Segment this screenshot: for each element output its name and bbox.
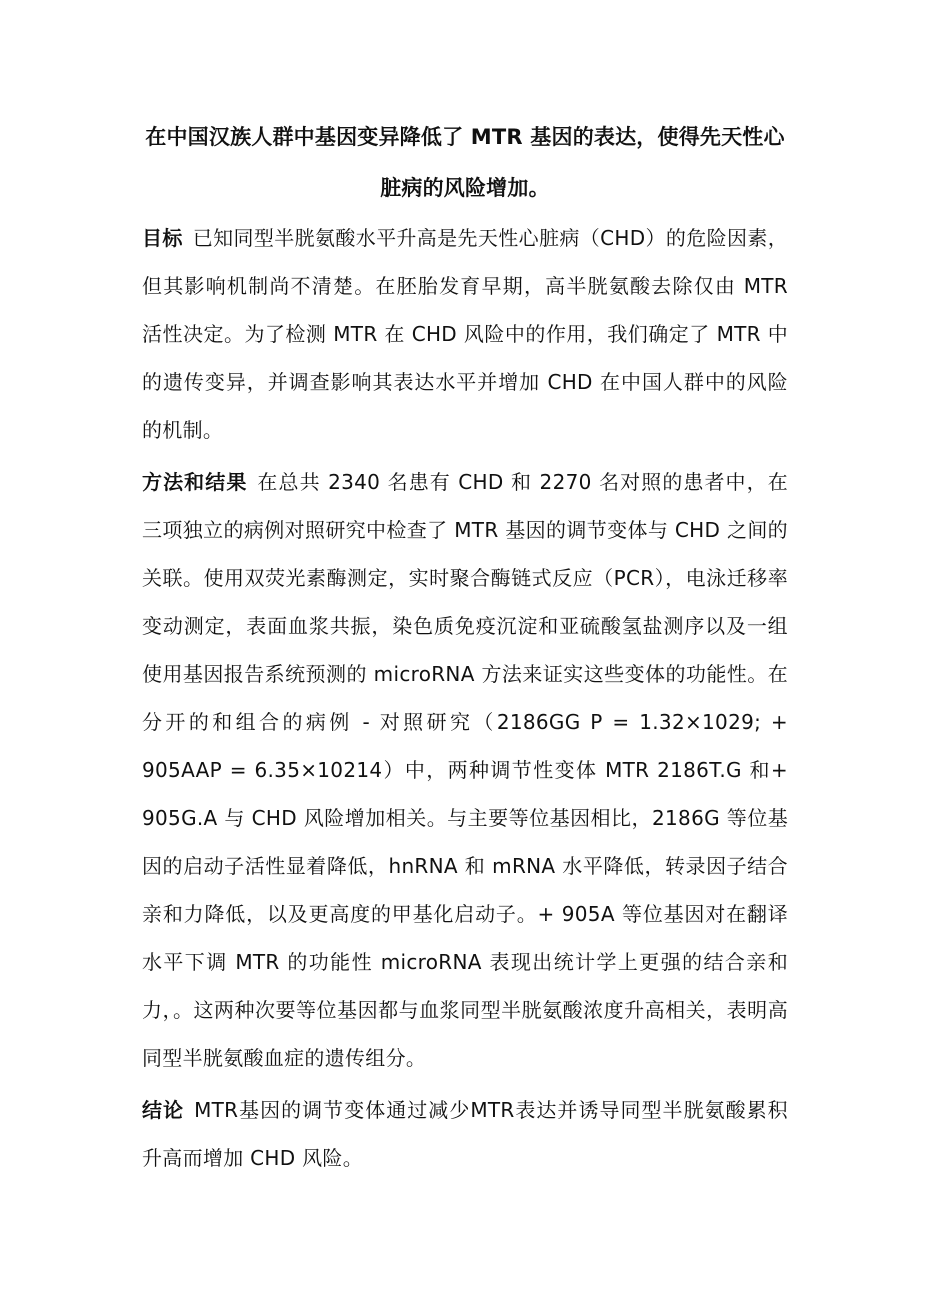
objective-paragraph xyxy=(142,214,788,454)
objective-label: 目标 xyxy=(142,226,183,250)
conclusion-label: 结论 xyxy=(142,1098,185,1122)
document-page xyxy=(142,112,788,1186)
conclusion-text: MTR基因的调节变体通过减少MTR表达并诱导同型半胱氨酸累积升高而增加 CHD 风险。 xyxy=(142,1098,788,1170)
methods-results-paragraph xyxy=(142,458,788,1082)
objective-text: 已知同型半胱氨酸水平升高是先天性心脏病（CHD）的危险因素，但其影响机制尚不清楚。在胚胎发育早期，高半胱氨酸去除仅由 MTR 活性决定。为了检测 MTR 在 CHD 风险中的作用，我们确定了 MTR 中的遗传变异，并调查影响其表达水平并增加 CHD 在中国人群中的风险的机制。 xyxy=(142,226,789,442)
methods-results-label: 方法和结果 xyxy=(142,470,248,494)
conclusion-paragraph xyxy=(142,1086,788,1182)
methods-results-text: 在总共 2340 名患有 CHD 和 2270 名对照的患者中，在三项独立的病例对照研究中检查了 MTR 基因的调节变体与 CHD 之间的关联。使用双荧光素酶测定，实时聚合酶链式反应（PCR），电泳迁移率变动测定，表面血浆共振，染色质免疫沉淀和亚硫酸氢盐测序以及一组使用基因报告系统预测的 microRNA 方法来证实这些变体的功能性。在分开的和组合的病例 - 对照研究（2186GG P = 1.32×1029; + 905AAP = 6.35×10214）中，两种调节性变体 MTR 2186T.G 和+ 905G.A 与 CHD 风险增加相关。与主要等位基因相比，2186G 等位基因的启动子活性显着降低，hnRNA 和 mRNA 水平降低，转录因子结合亲和力降低，以及更高度的甲基化启动子。+ 905A 等位基因对在翻译水平下调 MTR 的功能性 microRNA 表现出统计学上更强的结合亲和力，。这两种次要等位基因都与血浆同型半胱氨酸浓度升高相关，表明高同型半胱氨酸血症的遗传组分。 xyxy=(142,470,789,1070)
document-title: 在中国汉族人群中基因变异降低了 MTR 基因的表达，使得先天性心脏病的风险增加。 xyxy=(145,125,785,200)
